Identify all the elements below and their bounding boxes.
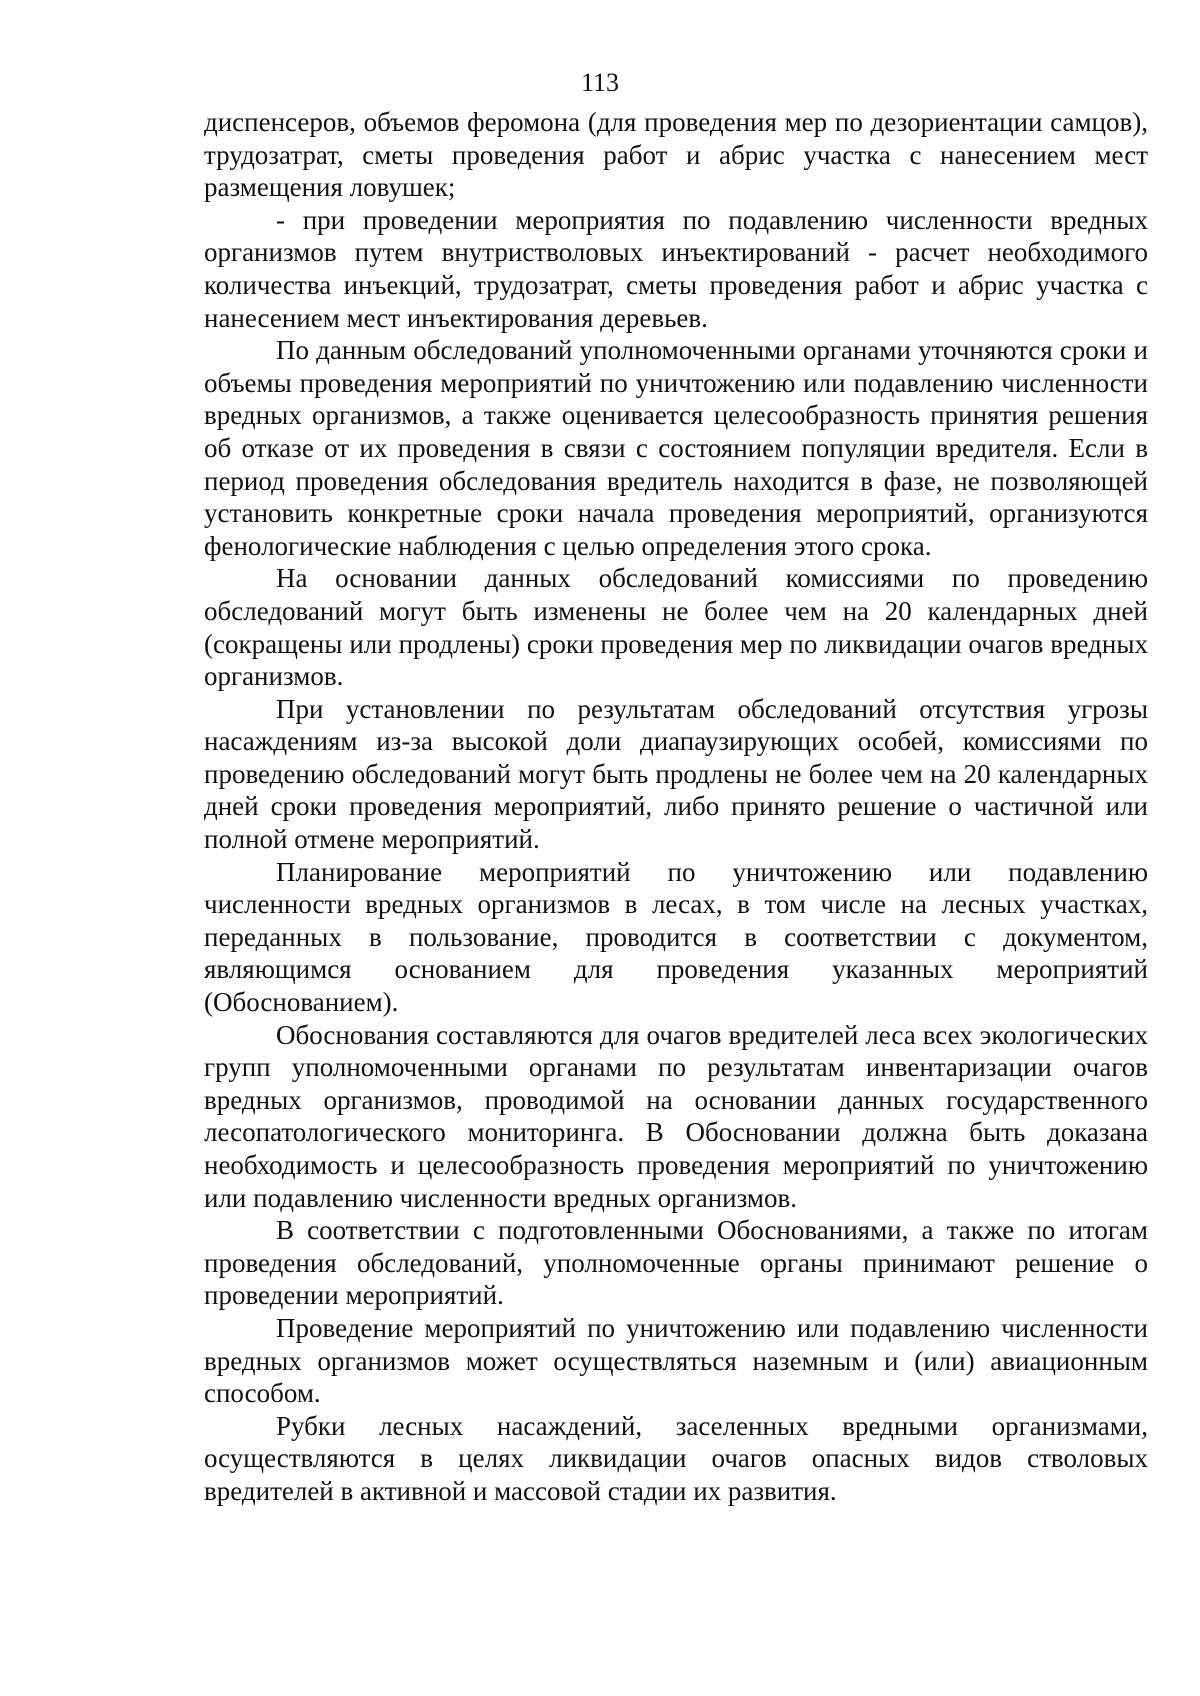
paragraph: По данным обследований уполномоченными органами уточняются сроки и объемы проведения мероприятий по уничтожению или подавлению численности вредных организмов, а также оценивается целесообразность принятия решения об отказе от их проведения в связи с состоянием популяции вредителя. Если в период проведения обследования вредитель находится в фазе, не позволяющей установить конкретные сроки начала проведения мероприятий, организуются фенологические наблюдения с целью определения этого срока. bbox=[204, 335, 1148, 561]
paragraph: - при проведении мероприятия по подавлению численности вредных организмов путем внутристволовых инъектирований - расчет необходимого количества инъекций, трудозатрат, сметы проведения работ и абрис участка с нанесением мест инъектирования деревьев. bbox=[204, 204, 1148, 333]
document-body bbox=[204, 106, 1148, 1508]
paragraph: Обоснования составляются для очагов вредителей леса всех экологических групп уполномоченными органами по результатам инвентаризации очагов вредных организмов, проводимой на основании данных государственного лесопатологического мониторинга. В Обосновании должна быть доказана необходимость и целесообразность проведения мероприятий по уничтожению или подавлению численности вредных организмов. bbox=[204, 1019, 1148, 1213]
paragraph: Проведение мероприятий по уничтожению или подавлению численности вредных организмов может осуществляться наземным и (или) авиационным способом. bbox=[204, 1312, 1148, 1409]
paragraph: В соответствии с подготовленными Обоснованиями, а также по итогам проведения обследований, уполномоченные органы принимают решение о проведении мероприятий. bbox=[204, 1215, 1148, 1311]
paragraph: Планирование мероприятий по уничтожению или подавлению численности вредных организмов в лесах, в том числе на лесных участках, переданных в пользование, проводится в соответствии с документом, являющимся основанием для проведения указанных мероприятий (Обоснованием). bbox=[204, 856, 1148, 1018]
page-number: 113 bbox=[580, 68, 620, 97]
paragraph: Рубки лесных насаждений, заселенных вредными организмами, осуществляются в целях ликвидации очагов опасных видов стволовых вредителей в активной и массовой стадии их развития. bbox=[204, 1410, 1148, 1506]
paragraph: На основании данных обследований комиссиями по проведению обследований могут быть изменены не более чем на 20 календарных дней (сокращены или продлены) сроки проведения мер по ликвидации очагов вредных организмов. bbox=[204, 563, 1148, 692]
paragraph-continuation: диспенсеров, объемов феромона (для проведения мер по дезориентации самцов), трудозатрат, сметы проведения работ и абрис участка с нанесением мест размещения ловушек; bbox=[204, 107, 1148, 203]
paragraph: При установлении по результатам обследований отсутствия угрозы насаждениям из-за высокой доли диапаузирующих особей, комиссиями по проведению обследований могут быть продлены не более чем на 20 календарных дней сроки проведения мероприятий, либо принято решение о частичной или полной отмене мероприятий. bbox=[204, 693, 1148, 855]
